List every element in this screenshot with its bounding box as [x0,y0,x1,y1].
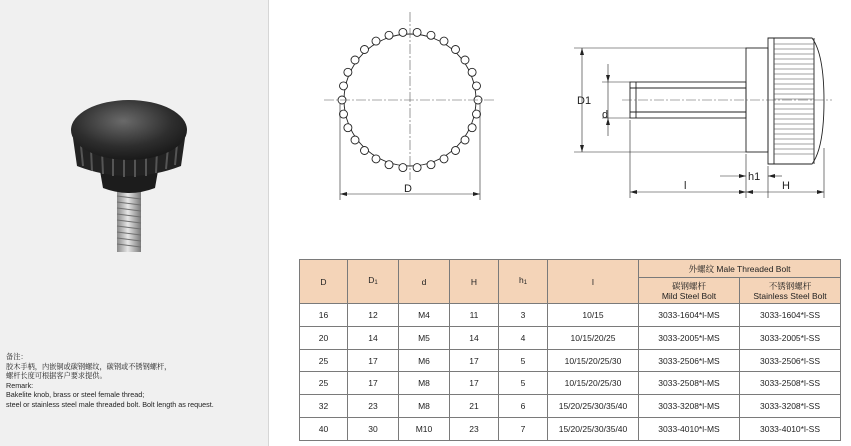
knurl-scallop [399,28,407,36]
knurl-scallop [344,68,352,76]
cell-h1: 7 [499,418,548,441]
knurl-scallop [385,161,393,169]
cell-D1: 14 [348,326,399,349]
side-view-drawing [560,8,840,208]
cell-ms: 3033-2506*l-MS [639,349,740,372]
cell-H: 17 [450,349,499,372]
dim-label-d: d [602,109,609,121]
cell-d: M4 [399,304,450,327]
knurl-scallop [440,37,448,45]
cell-ms: 3033-4010*l-MS [639,418,740,441]
cell-d: M10 [399,418,450,441]
cell-ss: 3033-4010*l-SS [740,418,841,441]
cell-d: M6 [399,349,450,372]
spec-table [299,259,841,441]
dim-label-D1: D1 [577,95,592,107]
dim-label-h1: h1 [748,171,761,183]
table-row [300,372,841,395]
knurl-scallop [461,56,469,64]
cell-ss: 3033-2508*l-SS [740,372,841,395]
knurl-scallop [461,136,469,144]
knurl-scallop [361,46,369,54]
cell-ss: 3033-1604*l-SS [740,304,841,327]
remark-text [6,352,266,410]
remark-line: Remark: [6,380,34,390]
knurl-scallop [427,161,435,169]
cell-ss: 3033-3208*l-SS [740,395,841,418]
cell-h1: 5 [499,372,548,395]
cell-l: 10/15 [548,304,639,327]
cell-ss: 3033-2506*l-SS [740,349,841,372]
cell-ss: 3033-2005*l-SS [740,326,841,349]
header-D1: $D_1$ [348,260,399,304]
knurl-scallop [452,46,460,54]
dim-label-l: l [684,180,687,192]
knurl-scallop [427,31,435,39]
knurl-scallop [452,147,460,155]
header-l: l [548,260,639,304]
front-view-drawing [318,8,508,208]
left-panel [0,0,269,446]
cell-ms: 3033-3208*l-MS [639,395,740,418]
cell-D1: 17 [348,372,399,395]
remark-line: 螺杆长度可根据客户要求提供。 [6,371,107,381]
header-d: d [399,260,450,304]
knurl-scallop [413,28,421,36]
cell-D: 25 [300,372,348,395]
header-mild-en: Mild Steel Bolt [661,290,717,301]
knurl-scallop [361,147,369,155]
header-male-threaded-bolt: 外螺纹 Male Threaded Bolt [639,260,841,278]
knurl-lines [774,44,814,154]
knurl-scallop [473,110,481,118]
header-mild-cn: 碳钢螺杆 [671,280,706,291]
knurl-scallop [440,155,448,163]
cell-l: 10/15/20/25/30 [548,349,639,372]
header-stainless-cn: 不锈钢螺杆 [768,280,812,291]
knurl-scallop [372,37,380,45]
dim-label-D: D [404,183,412,195]
knurl-scallop [340,110,348,118]
header-H: H [450,260,499,304]
remark-line: 备注： [6,352,28,361]
cell-d: M8 [399,395,450,418]
knurl-scallop [468,124,476,132]
cell-D: 16 [300,304,348,327]
cell-H: 17 [450,372,499,395]
cell-d: M5 [399,326,450,349]
header-D: D [300,260,348,304]
header-mild-steel-bolt [639,278,740,304]
dim-label-H: H [782,180,790,192]
knurl-scallop [473,82,481,90]
knurl-scallop [385,31,393,39]
cell-h1: 4 [499,326,548,349]
cell-D: 25 [300,349,348,372]
table-row [300,418,841,441]
knurl-scallop [344,124,352,132]
cell-D1: 17 [348,349,399,372]
remark-line: Bakelite knob, brass or steel female thread; [6,390,145,400]
knurl-scallop [351,136,359,144]
cell-H: 11 [450,304,499,327]
knurl-scallop [413,164,421,172]
cell-h1: 3 [499,304,548,327]
cell-D: 40 [300,418,348,441]
cell-l: 15/20/25/30/35/40 [548,418,639,441]
knurl-scallop [468,68,476,76]
header-h1: $h_1$ [499,260,548,304]
cell-l: 15/20/25/30/35/40 [548,395,639,418]
header-stainless-steel-bolt [740,278,841,304]
cell-H: 14 [450,326,499,349]
cell-ms: 3033-2508*l-MS [639,372,740,395]
cell-d: M8 [399,372,450,395]
knurl-scallop [372,155,380,163]
cell-h1: 6 [499,395,548,418]
cell-D: 20 [300,326,348,349]
knurl-scallop [340,82,348,90]
knurl-scallop [399,164,407,172]
table-row [300,395,841,418]
cell-H: 21 [450,395,499,418]
product-photo [55,90,205,265]
cell-D1: 30 [348,418,399,441]
table-row [300,326,841,349]
remark-line: steel or stainless steel male threaded bolt. Bolt length as request. [6,399,214,409]
cell-D: 32 [300,395,348,418]
header-stainless-en: Stainless Steel Bolt [753,290,827,301]
cell-h1: 5 [499,349,548,372]
remark-line: 胶木手柄，内嵌铜或碳钢螺纹，碳钢或不锈钢螺杆， [6,361,172,371]
cell-D1: 12 [348,304,399,327]
cell-l: 10/15/20/25 [548,326,639,349]
cell-H: 23 [450,418,499,441]
knurl-scallop [351,56,359,64]
cell-l: 10/15/20/25/30 [548,372,639,395]
cell-ms: 3033-2005*l-MS [639,326,740,349]
cell-ms: 3033-1604*l-MS [639,304,740,327]
cell-D1: 23 [348,395,399,418]
table-row [300,304,841,327]
table-row [300,349,841,372]
